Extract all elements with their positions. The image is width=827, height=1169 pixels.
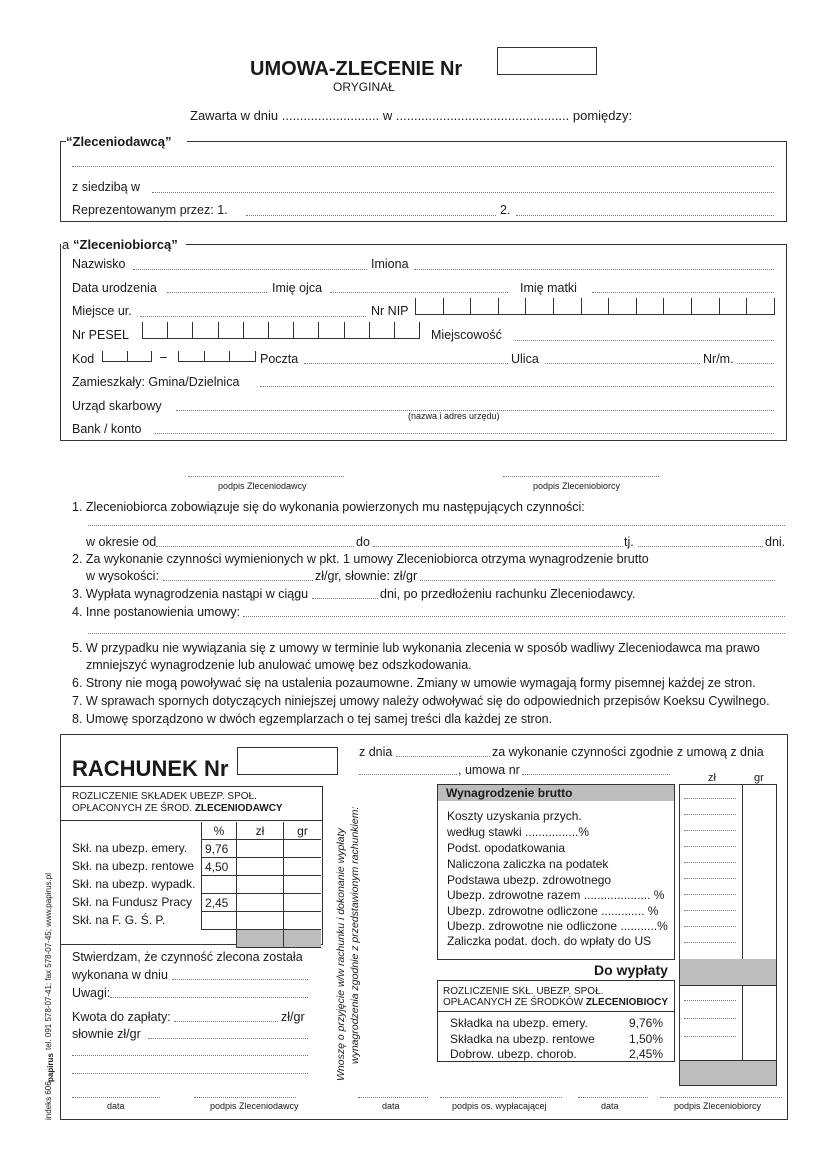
bank-account-label: Bank / konto (72, 422, 142, 436)
amount-line[interactable] (684, 830, 736, 831)
birth-date-label: Data urodzenia (72, 281, 157, 295)
represented-label: Reprezentowanym przez: 1. (72, 203, 228, 217)
mother-name-field[interactable] (592, 292, 774, 293)
document-title: UMOWA-ZLECENIE Nr (250, 58, 463, 80)
clause-4: 4. Inne postanowienia umowy: (72, 605, 241, 619)
seat-field[interactable] (152, 192, 774, 193)
representative-1-field[interactable] (246, 215, 496, 216)
representative-2-label: 2. (500, 203, 511, 217)
amount-words-field[interactable] (420, 580, 775, 581)
col-gr-header: gr (754, 772, 764, 784)
representative-2-field[interactable] (516, 215, 774, 216)
amount-line[interactable] (684, 878, 736, 879)
employer-contrib-head-2: OPŁACONYCH ZE ŚROD. ZLECENIODAWCY (72, 803, 283, 814)
contractor-signature-line[interactable] (503, 476, 659, 477)
zus2-row-pct: 2,45% (629, 1047, 664, 1061)
request-text-2: wynagrodzenia zgodnie z przedstawionym rachunkiem: (349, 806, 361, 1064)
amount-label: w wysokości: (86, 569, 159, 583)
period-to-field[interactable] (373, 546, 623, 547)
period-to-label: do (356, 535, 370, 549)
contractor-contrib-head-1: ROZLICZENIE SKŁ. UBEZP. SPOŁ. (443, 986, 604, 997)
surname-field[interactable] (133, 269, 367, 270)
footer-sign-contractor: podpis Zleceniobiorcy (674, 1101, 762, 1111)
apartment-field[interactable] (737, 363, 774, 364)
footer-line[interactable] (72, 1097, 160, 1098)
employer-contrib-head-1: ROZLICZENIE SKŁADEK UBEZP. SPOŁ. (72, 791, 257, 802)
employer-contrib-table (201, 822, 321, 948)
amount-line[interactable] (684, 814, 736, 815)
period-days-label: dni. (765, 535, 786, 549)
principal-name-field[interactable] (72, 166, 774, 167)
clause-5-a: 5. W przypadku nie wywiązania się z umowy w terminie lub wykonania zlecenia w sposób wadliwy Zleceniodawca ma prawo (72, 641, 760, 655)
invoice-number-field[interactable] (237, 747, 338, 775)
amount-line[interactable] (684, 894, 736, 895)
names-field[interactable] (414, 269, 774, 270)
gross-line: Podst. opodatkowania (447, 841, 566, 855)
gross-line: według stawki ................% (447, 825, 590, 839)
clause-5-b: zmniejszyć wynagrodzenie lub anulować umowę bez odszkodowania. (86, 658, 472, 672)
amount-in-words-field[interactable] (148, 1038, 308, 1039)
invoice-date-label: z dnia (359, 745, 393, 759)
residence-label: Zamieszkały: Gmina/Dzielnica (72, 375, 240, 389)
amount-line[interactable] (684, 798, 736, 799)
surname-label: Nazwisko (72, 257, 126, 271)
contract-number-label: , umowa nr (458, 763, 520, 777)
pay-amount-field[interactable] (174, 1021, 278, 1022)
amount-line[interactable] (684, 846, 736, 847)
contract-number-field[interactable] (497, 47, 597, 75)
contractor-legend: “Zleceniobiorcą” (73, 237, 178, 252)
table-row (202, 912, 322, 930)
pay-amount-unit: zł/gr (281, 1010, 305, 1024)
gross-line: Ubezp. zdrowotne nie odliczone ...........% (447, 919, 668, 933)
footer-line[interactable] (660, 1097, 782, 1098)
tasks-field[interactable] (88, 525, 785, 526)
street-label: Ulica (511, 352, 539, 366)
period-days-field[interactable] (638, 546, 763, 547)
gross-line: Ubezp. zdrowotne odliczone ............. % (447, 904, 659, 918)
postal-code-label: Kod (72, 352, 95, 366)
apartment-label: Nr/m. (703, 352, 734, 366)
invoice-date-suffix: za wykonanie czynności zgodnie z umową z dnia (492, 745, 764, 759)
nip-label: Nr NIP (371, 304, 409, 318)
original-label: ORYGINAŁ (333, 80, 395, 94)
col-zl-header: zł (708, 772, 716, 784)
gross-line: Ubezp. zdrowotne razem .................... % (447, 888, 665, 902)
invoice-date-field[interactable] (396, 756, 490, 757)
footer-line[interactable] (358, 1097, 428, 1098)
tax-office-label: Urząd skarbowy (72, 399, 162, 413)
table-row: 4,50 (202, 858, 322, 876)
gross-line: Koszty uzyskania przych. (447, 809, 582, 823)
footer-line[interactable] (578, 1097, 648, 1098)
nip-cells[interactable] (415, 298, 775, 315)
amount-line[interactable] (684, 1018, 736, 1019)
principal-signature-label: podpis Zleceniodawcy (218, 481, 307, 491)
mother-name-label: Imię matki (520, 281, 577, 295)
locality-field[interactable] (515, 340, 774, 341)
pesel-cells[interactable] (142, 322, 420, 339)
amount-line[interactable] (684, 942, 736, 943)
contractor-legend-prefix: a (62, 237, 70, 252)
confirm-line-1: Stwierdzam, że czynność zlecona została (72, 950, 303, 964)
zus-row-label: Skł. na ubezp. rentowe (72, 859, 195, 873)
amount-line[interactable] (684, 862, 736, 863)
zus-row-label: Skł. na ubezp. wypadk. (72, 877, 196, 891)
zus2-row-pct: 9,76% (629, 1016, 664, 1030)
postal-code-dash: – (160, 350, 167, 364)
zus2-row-label: Składka na ubezp. emery. (450, 1016, 588, 1030)
clause-7: 7. W sprawach spornych dotyczących niniejszej umowy należy odwoływać się do odpowiednich przepisów Koeksu Cywilnego. (72, 694, 770, 708)
amount-line[interactable] (684, 910, 736, 911)
contract-number-line[interactable] (522, 774, 670, 775)
footer-sign-payer: podpis os. wypłacającej (452, 1101, 547, 1111)
amount-line[interactable] (684, 926, 736, 927)
footer-date-1: data (107, 1101, 125, 1111)
birth-date-field[interactable] (167, 292, 267, 293)
publisher-logo: papirus (46, 1053, 55, 1082)
contractor-contrib-head-2: OPŁACANYCH ZE ŚRODKÓW ZLECENIOBIOCY (443, 997, 669, 1008)
amount-in-words-label: słownie zł/gr (72, 1027, 141, 1041)
amount-in-words-field-2[interactable] (72, 1055, 308, 1056)
post-field[interactable] (304, 363, 508, 364)
names-label: Imiona (371, 257, 409, 271)
amount-field[interactable] (163, 580, 313, 581)
amount-line[interactable] (684, 1036, 736, 1037)
other-provisions-field-2[interactable] (88, 633, 785, 634)
table-row (202, 930, 322, 948)
contract-date-field[interactable] (359, 774, 457, 775)
clause-8: 8. Umowę sporządzono w dwóch egzemplarzach o tej samej treści dla każdej ze stron. (72, 712, 553, 726)
payment-days-field[interactable] (312, 598, 378, 599)
col-zl: zł (237, 822, 284, 840)
form-index: indeks 606 (44, 1081, 53, 1120)
amount-line[interactable] (684, 1000, 736, 1001)
footer-sign-principal: podpis Zleceniodawcy (210, 1101, 299, 1111)
footer-date-2: data (382, 1101, 400, 1111)
gross-line: Podstawa ubezp. zdrowotnego (447, 873, 612, 887)
birth-place-field[interactable] (140, 316, 366, 317)
zus-row-label: Skł. na Fundusz Pracy (72, 895, 193, 909)
locality-label: Miejscowość (431, 328, 502, 342)
zus2-row-pct: 1,50% (629, 1032, 664, 1046)
request-text-1: Wnoszę o przyjęcie w/w rachunku i dokonanie wypłaty (335, 828, 347, 1081)
postal-code-cells-1[interactable] (102, 351, 152, 362)
clause-6: 6. Strony nie mogą powoływać się na ustalenia pozaumowne. Zmiany w umowie wymagają formy pisemnej każdej ze stron. (72, 676, 756, 690)
invoice-title: RACHUNEK Nr (72, 756, 229, 781)
gross-line: Zaliczka podat. doch. do wpłaty do US (447, 934, 652, 948)
footer-line[interactable] (194, 1097, 296, 1098)
amount-words-label: zł/gr, słownie: zł/gr (315, 569, 418, 583)
zus-row-label: Skł. na ubezp. emery. (72, 841, 188, 855)
principal-signature-line[interactable] (188, 476, 344, 477)
col-percent: % (202, 822, 237, 840)
contractor-signature-label: podpis Zleceniobiorcy (533, 481, 621, 491)
payout-label: Do wypłaty (594, 962, 668, 978)
other-provisions-field-1[interactable] (243, 616, 785, 617)
remarks-field[interactable] (110, 997, 308, 998)
gross-line: Naliczona zaliczka na podatek (447, 857, 609, 871)
principal-legend: “Zleceniodawcą” (66, 134, 172, 149)
zus-row-label: Skł. na F. G. Ś. P. (72, 913, 166, 927)
zus2-row-label: Składka na ubezp. rentowe (450, 1032, 595, 1046)
bank-account-field[interactable] (155, 433, 774, 434)
post-label: Poczta (260, 352, 299, 366)
period-from-label: w okresie od (86, 535, 157, 549)
remarks-label: Uwagi: (72, 986, 111, 1000)
clause-2: 2. Za wykonanie czynności wymienionych w pkt. 1 umowy Zleceniobiorca otrzyma wynagrodzenie brutto (72, 552, 649, 566)
tax-office-hint: (nazwa i adres urzędu) (408, 411, 500, 421)
father-name-label: Imię ojca (272, 281, 323, 295)
footer-line[interactable] (440, 1097, 562, 1098)
amount-in-words-field-3[interactable] (72, 1073, 308, 1074)
clause-1: 1. Zleceniobiorca zobowiązuje się do wykonania powierzonych mu następujących czynności: (72, 500, 585, 514)
publisher-imprint: tel. 091 578-07-41; fax 578-07-45; www.papirus.pl (44, 873, 53, 1050)
clause-3-start: 3. Wypłata wynagrodzenia nastąpi w ciągu (72, 587, 309, 601)
footer-date-3: data (601, 1101, 619, 1111)
completion-date-field[interactable] (172, 979, 308, 980)
table-row: 9,76 (202, 840, 322, 858)
pay-amount-label: Kwota do zapłaty: (72, 1010, 171, 1024)
residence-field[interactable] (260, 386, 774, 387)
concluded-line: Zawarta w dniu ........................... w ................................................ pomiędzy: (190, 108, 633, 123)
period-tj-label: tj. (624, 535, 634, 549)
seat-label: z siedzibą w (72, 180, 141, 194)
pesel-label: Nr PESEL (72, 328, 129, 342)
period-from-field[interactable] (156, 546, 354, 547)
father-name-field[interactable] (330, 292, 508, 293)
table-row: 2,45 (202, 894, 322, 912)
table-row (202, 876, 322, 894)
birth-place-label: Miejsce ur. (72, 304, 132, 318)
street-field[interactable] (545, 363, 700, 364)
clause-3-end: dni, po przedłożeniu rachunku Zleceniodawcy. (380, 587, 636, 601)
zus2-row-label: Dobrow. ubezp. chorob. (450, 1047, 577, 1061)
confirm-line-2: wykonana w dniu (72, 968, 168, 982)
postal-code-cells-2[interactable] (178, 351, 256, 362)
gross-remuneration-header: Wynagrodzenie brutto (438, 785, 674, 801)
col-gr: gr (284, 822, 322, 840)
